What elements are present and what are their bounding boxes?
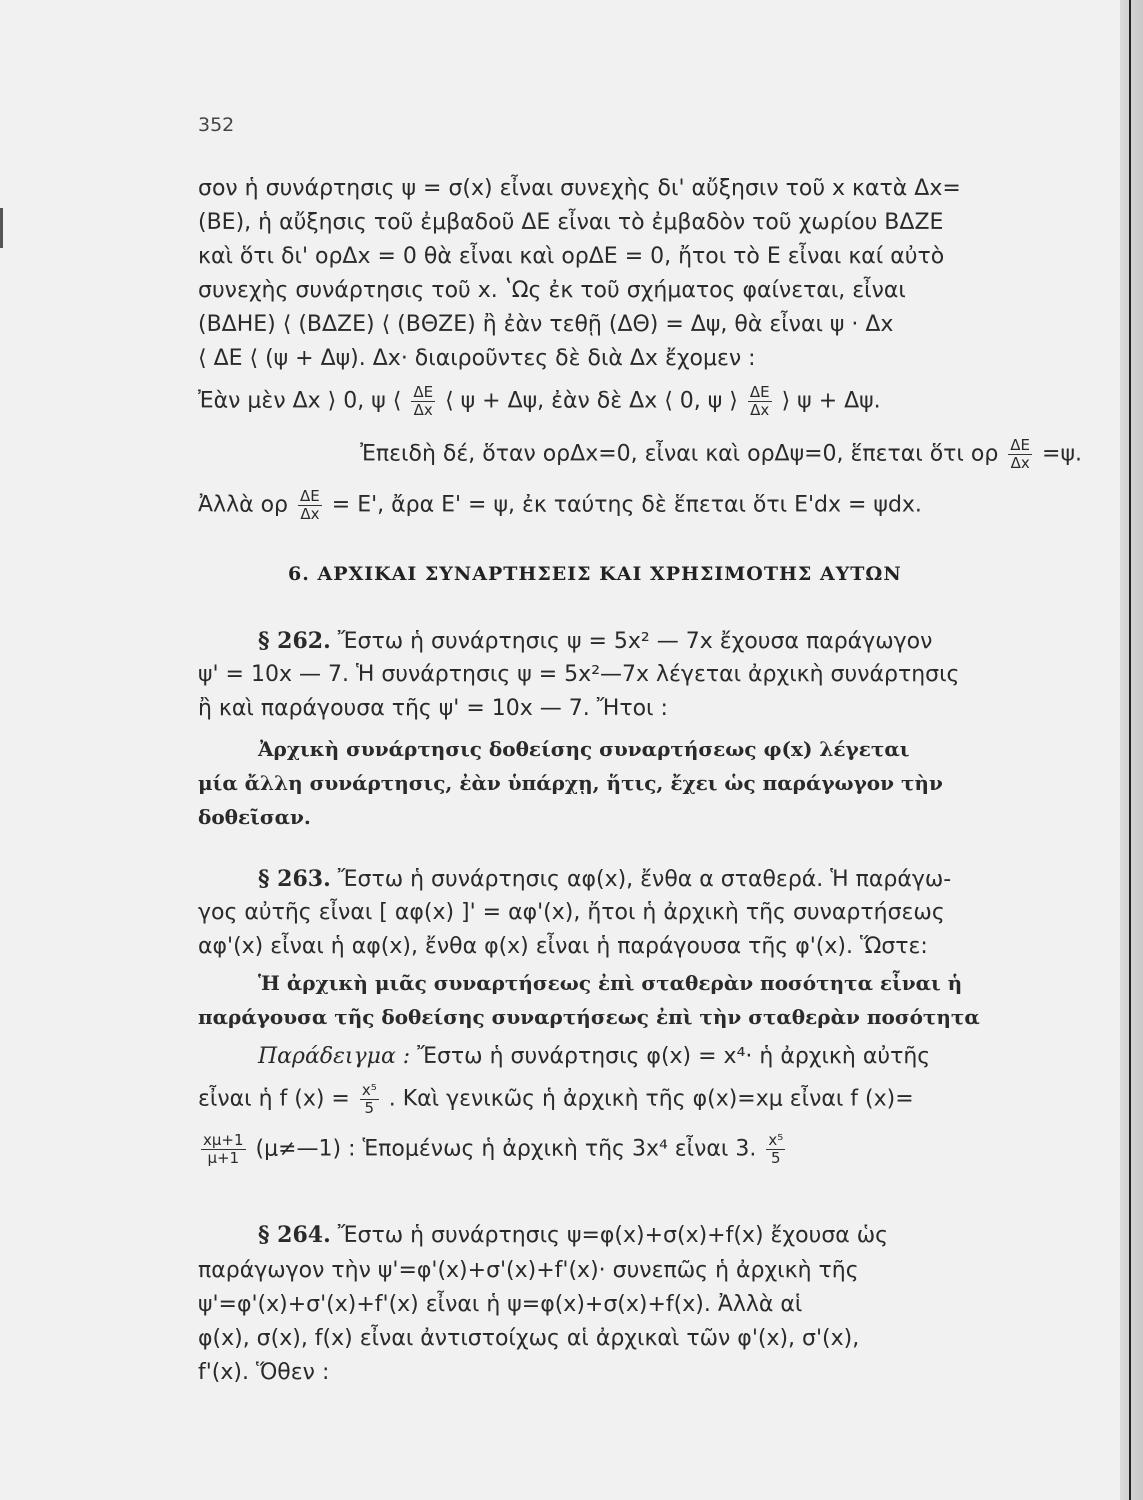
text: Ἔστω ἡ συνάρτησις ψ=φ(x)+σ(x)+f(x) ἔχουσα ὡς [337,1223,889,1248]
fraction [411,384,435,419]
text-line [198,172,1082,206]
text-line [258,624,1082,659]
text-line [198,1322,1082,1356]
numerator: ΔΕ [1010,436,1031,454]
denominator: μ+1 [207,1149,240,1167]
text-line [198,1254,1082,1288]
text: αφ'(x) εἶναι ἡ αφ(x), ἔνθα φ(x) εἶναι ἡ παράγουσα τῆς φ'(x). Ὥστε: [198,934,928,959]
conclusion-line [198,488,1082,523]
text: (ΒΔΗΕ) ⟨ (ΒΔΖΕ) ⟨ (ΒΘΖΕ) ἢ ἐὰν τεθῇ (ΔΘ) = Δψ, θὰ εἶναι ψ · Δx [198,312,894,337]
definition-line [198,1000,1082,1034]
text: Ἀρχικὴ συνάρτησις δοθείσης συναρτήσεως φ(x) λέγεται [258,737,910,761]
text: δοθεῖσαν. [198,805,311,829]
text-line [258,1218,1082,1253]
text: ⟩ ψ + Δψ. [781,388,881,414]
text: ψ' = 10x — 7. Ἡ συνάρτησις ψ = 5x²—7x λέγεται ἀρχικὴ συνάρτησις [198,662,960,687]
denominator: 5 [771,1149,781,1167]
text [258,624,932,659]
text: ψ'=φ'(x)+σ'(x)+f'(x) εἶναι ἡ ψ=φ(x)+σ(x)+f(x). Ἀλλὰ αἱ [198,1292,803,1317]
text-line [198,342,1082,376]
text-line [198,240,1082,274]
definition-line [198,766,1082,800]
page-number: 352 [198,114,235,136]
text: Ἐπειδὴ δέ, ὅταν ορΔx=0, εἶναι καὶ ορΔψ=0, ἕπεται ὅτι ορ [360,441,999,467]
text-line [198,1356,1082,1390]
text-line [198,930,1082,964]
text-line [198,658,1082,692]
text-line [198,692,1082,726]
text: Ἐὰν μὲν Δx ⟩ 0, ψ ⟨ [198,388,402,414]
denominator: Δx [750,401,770,419]
text: (μ≠—1) : Ἑπομένως ἡ ἀρχικὴ τῆς 3x⁴ εἶναι 3. [255,1136,757,1162]
example-line [258,1040,1082,1074]
text-line [198,274,1082,308]
text: μία ἄλλη συνάρτησις, ἐὰν ὑπάρχῃ, ἥτις, ἔχει ὡς παράγωγον τὴν [198,771,943,795]
section-number: § 263. [258,866,331,892]
text: εἶναι ἡ f (x) = [198,1086,350,1112]
text: γος αὐτῆς εἶναι [ αφ(x) ]' = αφ'(x), ἤτοι ἡ ἀρχικὴ τῆς συναρτήσεως [198,900,945,925]
left-margin-mark [0,208,3,248]
inequality-line [198,384,1082,419]
text: Ἀλλὰ ορ [198,492,289,518]
section-number: § 262. [258,628,331,654]
text-line [198,308,1082,342]
text [198,1082,914,1117]
limit-line [198,437,1082,472]
text: παράγουσα τῆς δοθείσης συναρτήσεως ἐπὶ τὴν σταθερὰν ποσότητα [198,1005,980,1029]
denominator: Δx [300,505,320,523]
text: παράγωγον τὴν ψ'=φ'(x)+σ'(x)+f'(x)· συνεπῶς ἡ ἀρχικὴ τῆς [198,1258,859,1283]
definition-line [258,966,1082,1000]
denominator: Δx [413,401,433,419]
text: = Ε', ἄρα Ε' = ψ, ἐκ ταύτης δὲ ἕπεται ὅτι Ε'dx = ψdx. [331,492,922,518]
definition-line [258,732,1082,766]
denominator: 5 [364,1099,375,1117]
text: Ἔστω ἡ συνάρτησις αφ(x), ἔνθα α σταθερά. Ἡ παράγω- [337,867,952,892]
page-edge-line [1129,0,1131,1500]
fraction [766,1132,785,1167]
numerator: x⁵ [768,1131,784,1149]
text [258,1040,930,1074]
text-line [258,862,1082,897]
fraction [748,384,772,419]
text: Ἔστω ἡ συνάρτησις ψ = 5x² — 7x ἔχουσα παράγωγον [337,629,933,654]
fraction [201,1132,246,1167]
text: =ψ. [1042,441,1082,467]
text: ⟨ ΔΕ ⟨ (ψ + Δψ). Δx· διαιροῦντες δὲ διὰ Δx ἔχομεν : [198,346,756,371]
text [258,1218,888,1253]
text: φ(x), σ(x), f(x) εἶναι ἀντιστοίχως αἱ ἀρχικαὶ τῶν φ'(x), σ'(x), [198,1326,860,1351]
text: Ἔστω ἡ συνάρτησις φ(x) = x⁴· ἡ ἀρχικὴ αὐτῆς [417,1044,931,1069]
text [198,384,881,419]
text: Ἡ ἀρχικὴ μιᾶς συναρτήσεως ἐπὶ σταθερὰν ποσότητα εἶναι ἡ [258,971,963,995]
text: ⟨ ψ + Δψ, ἐὰν δὲ Δx ⟨ 0, ψ ⟩ [445,388,738,414]
text-line [198,1288,1082,1322]
fraction [1008,437,1032,472]
page-edge [1120,0,1143,1500]
text: (ΒΕ), ἡ αὔξησις τοῦ ἐμβαδοῦ ΔΕ εἶναι τὸ ἐμβαδὸν τοῦ χωρίου ΒΔΖΕ [198,210,944,235]
definition-line [198,800,1082,834]
fraction [360,1082,379,1117]
text [198,488,922,523]
numerator: ΔΕ [300,487,320,505]
text: . Καὶ γενικῶς ἡ ἀρχικὴ τῆς φ(x)=xμ εἶναι f (x)= [388,1086,914,1112]
text [258,862,951,897]
numerator: xμ+1 [203,1131,244,1149]
text [360,437,1082,472]
text: συνεχὴς συνάρτησις τοῦ x. ʽΩς ἐκ τοῦ σχήματος φαίνεται, εἶναι [198,278,906,303]
section-heading: 6. ΑΡΧΙΚΑΙ ΣΥΝΑΡΤΗΣΕΙΣ ΚΑΙ ΧΡΗΣΙΜΟΤΗΣ ΑΥΤΩΝ [288,563,902,585]
text [198,1132,788,1167]
text: σον ἡ συνάρτησις ψ = σ(x) εἶναι συνεχὴς δι' αὔξησιν τοῦ x κατὰ Δx= [198,176,961,201]
text: ἢ καὶ παράγουσα τῆς ψ' = 10x — 7. Ἤτοι : [198,696,668,721]
fraction [298,488,322,523]
text: καὶ ὅτι δι' ορΔx = 0 θὰ εἶναι καὶ ορΔΕ = 0, ἤτοι τὸ Ε εἶναι καί αὐτὸ [198,244,945,269]
text-line [198,896,1082,930]
text: f'(x). Ὅθεν : [198,1360,330,1385]
numerator: ΔΕ [413,383,434,401]
numerator: x⁵ [361,1081,377,1099]
example-line [198,1132,1082,1167]
section-number: § 264. [258,1222,331,1248]
example-label: Παράδειγμα : [258,1044,411,1069]
text-line [198,206,1082,240]
numerator: ΔΕ [749,383,770,401]
denominator: Δx [1010,454,1030,472]
example-line [198,1082,1082,1117]
